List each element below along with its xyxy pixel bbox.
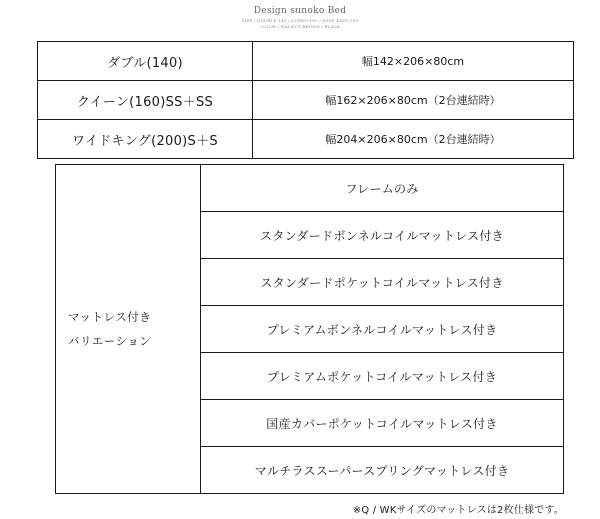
variation-item: フレームのみ <box>201 165 564 212</box>
variation-item: プレミアムボンネルコイルマットレス付き <box>201 306 564 353</box>
header <box>0 4 600 30</box>
size-row <box>38 42 574 81</box>
size-row <box>38 120 574 159</box>
footnote: ※Q / WKサイズのマットレスは2枚仕様です。 <box>352 505 564 516</box>
variation-item: スタンダードボンネルコイルマットレス付き <box>201 212 564 259</box>
color-line: COLOR / WALNUT BROWN / BLACK <box>259 24 341 29</box>
size-name: ダブル(140) <box>38 42 253 81</box>
size-line: SIZE / DOUBLE-140 / QUEEN-160 / WIDE KING-200 <box>241 18 359 23</box>
variation-row <box>56 165 564 212</box>
variation-item: 国産カバーポケットコイルマットレス付き <box>201 400 564 447</box>
size-name: クイーン(160)SS＋SS <box>38 81 253 120</box>
variation-item: マルチラススーパースプリングマットレス付き <box>201 447 564 494</box>
size-dimensions: 幅162×206×80cm（2台連結時） <box>253 81 574 120</box>
size-dimensions: 幅142×206×80cm <box>253 42 574 81</box>
size-dimensions: 幅204×206×80cm（2台連結時） <box>253 120 574 159</box>
variation-label <box>56 165 201 494</box>
variation-item: プレミアムポケットコイルマットレス付き <box>201 353 564 400</box>
variation-table <box>55 164 564 494</box>
size-name: ワイドキング(200)S＋S <box>38 120 253 159</box>
variation-label-line2: バリエーション <box>68 334 152 348</box>
variation-label-line1: マットレス付き <box>68 310 152 324</box>
size-row <box>38 81 574 120</box>
variation-item: スタンダードポケットコイルマットレス付き <box>201 259 564 306</box>
brand-title: Design sunoko Bed <box>253 6 347 16</box>
size-table <box>37 41 574 159</box>
